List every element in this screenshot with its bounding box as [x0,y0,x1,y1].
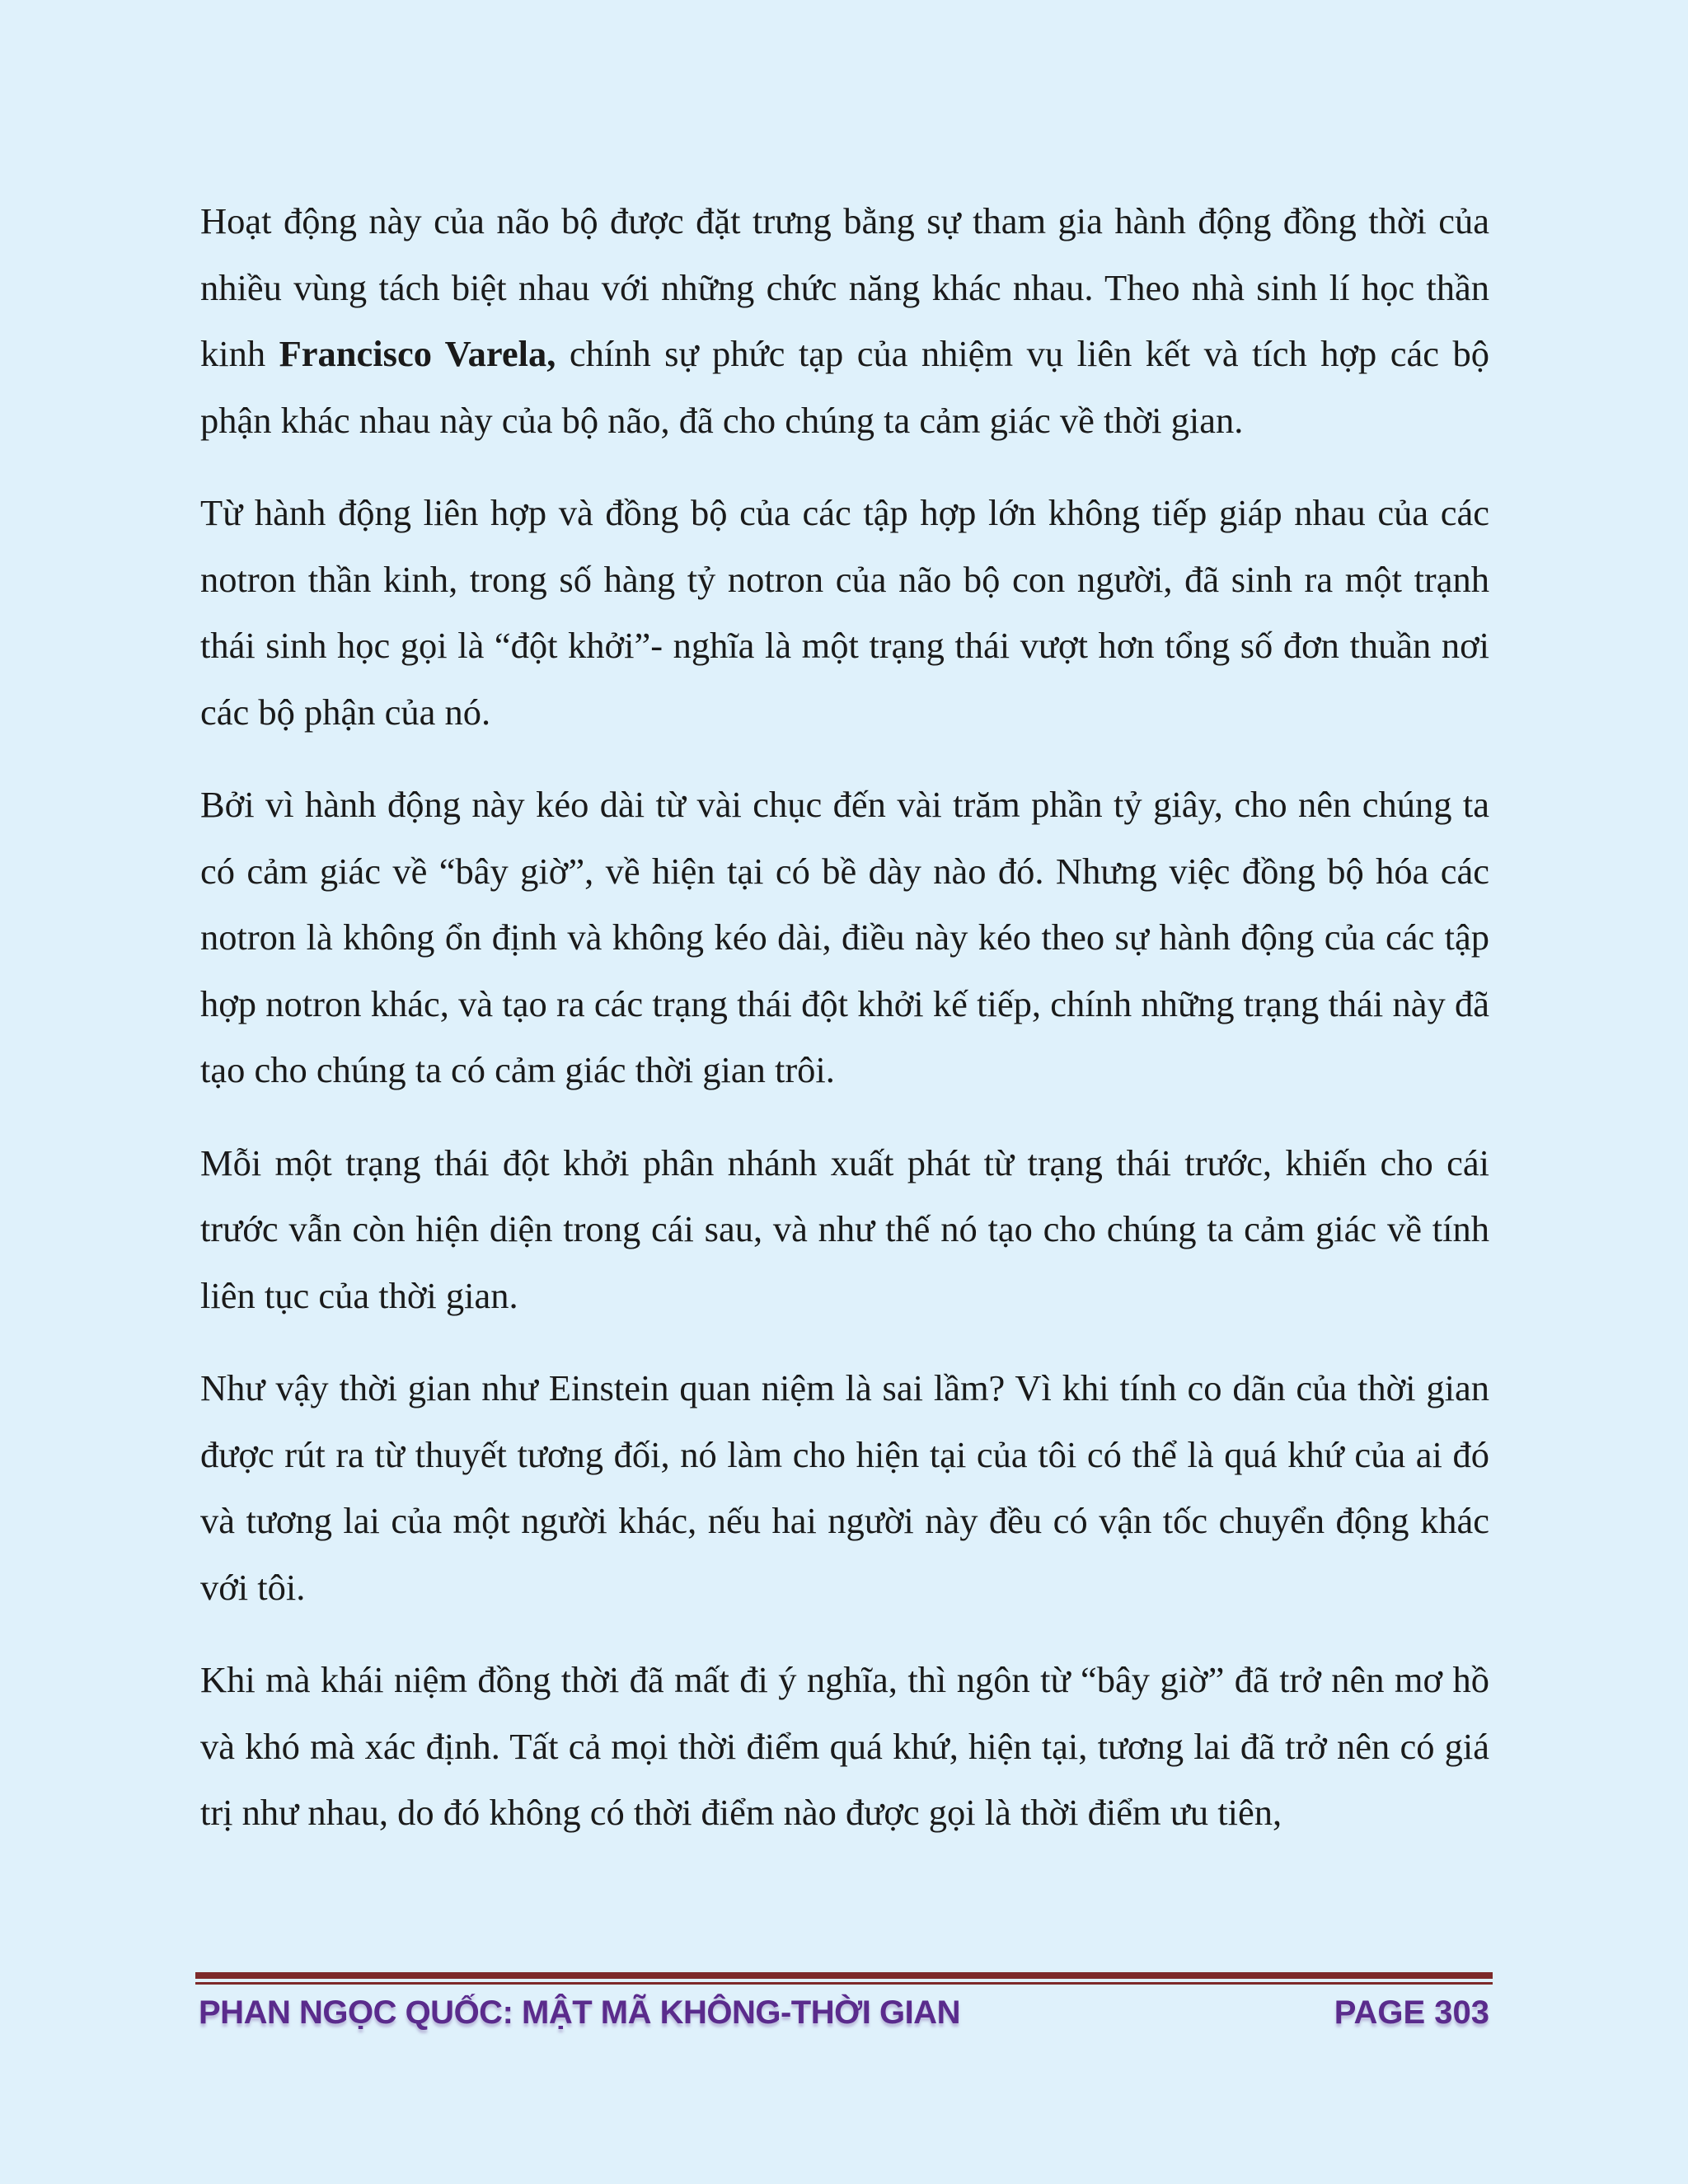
footer-book-title: PHAN NGỌC QUỐC: MẬT MÃ KHÔNG-THỜI GIAN [199,1994,960,2031]
author-name-bold: Francisco Varela, [279,333,556,374]
footer-page-number: PAGE 303 [1334,1994,1489,2031]
paragraph-1-text-end: chính sự phức tạp của nhiệm vụ liên kết và tích hợp các bộ phận khác nhau này của bộ não, đã cho chúng ta cảm giác về thời gian. [200,333,1489,441]
footer-rule-thick [195,1972,1493,1979]
paragraph-3: Bởi vì hành động này kéo dài từ vài chục đến vài trăm phần tỷ giây, cho nên chúng ta có cảm giác về “bây giờ”, về hiện tại có bề dày nào đó. Nhưng việc đồng bộ hóa các notron là không ổn định và không kéo dài, điều này kéo theo sự hành động của các tập hợp notron khác, và tạo ra các trạng thái đột khởi kế tiếp, chính những trạng thái này đã tạo cho chúng ta có cảm giác thời gian trôi. [200,784,1489,1090]
page-footer [199,1988,1489,2037]
paragraph-1-text-start: Hoạt động này của não bộ được đặt trưng bằng sự tham gia hành động đồng thời của nhiều vùng tách biệt nhau với những chức năng khác nhau. Theo nhà sinh lí học thần kinh [200,200,1489,374]
paragraph-5: Như vậy thời gian như Einstein quan niệm là sai lầm? Vì khi tính co dãn của thời gian được rút ra từ thuyết tương đối, nó làm cho hiện tại của tôi có thể là quá khứ của ai đó và tương lai của một người khác, nếu hai người này đều có vận tốc chuyển động khác với tôi. [200,1367,1489,1608]
paragraph-4: Mỗi một trạng thái đột khởi phân nhánh xuất phát từ trạng thái trước, khiến cho cái trước vẫn còn hiện diện trong cái sau, và như thế nó tạo cho chúng ta cảm giác về tính liên tục của thời gian. [200,1141,1489,1316]
footer-rule-thin [195,1982,1493,1985]
paragraph-1 [200,188,1489,453]
paragraph-2: Từ hành động liên hợp và đồng bộ của các tập hợp lớn không tiếp giáp nhau của các notron thần kinh, trong số hàng tỷ notron của não bộ con người, đã sinh ra một trạnh thái sinh học gọi là “đột khởi”- nghĩa là một trạng thái vượt hơn tổng số đơn thuần nơi các bộ phận của nó. [200,492,1489,733]
page-body [200,188,1489,1872]
paragraph-6: Khi mà khái niệm đồng thời đã mất đi ý nghĩa, thì ngôn từ “bây giờ” đã trở nên mơ hồ và khó mà xác định. Tất cả mọi thời điểm quá khứ, hiện tại, tương lai đã trở nên có giá trị như nhau, do đó không có thời điểm nào được gọi là thời điểm ưu tiên, [200,1659,1489,1833]
